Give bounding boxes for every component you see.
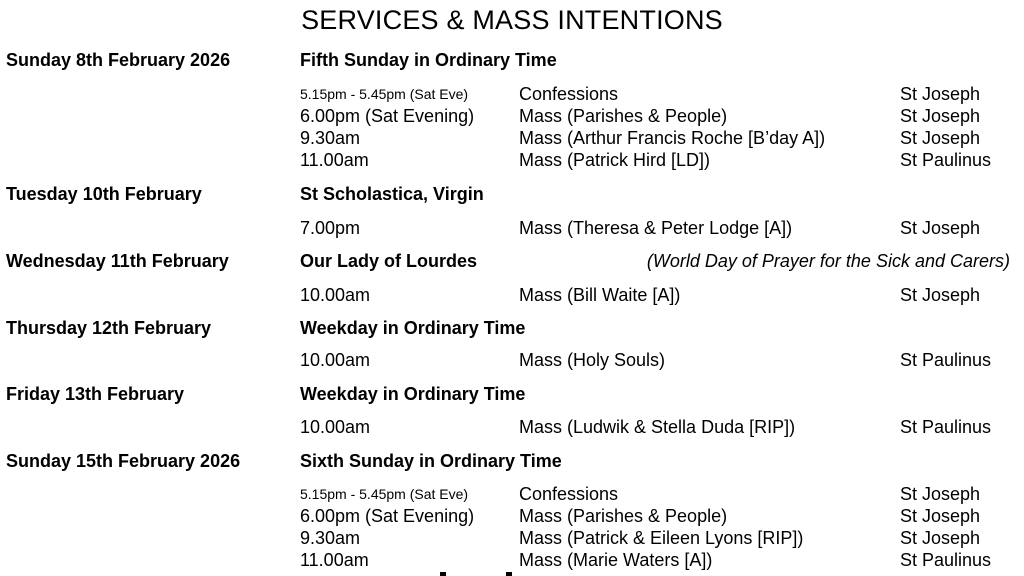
day-date: Sunday 8th February 2026 — [6, 50, 231, 70]
service-time: 5.15pm - 5.45pm (Sat Eve) — [300, 486, 469, 502]
service-description: Mass (Parishes & People) — [519, 106, 728, 126]
day-feast: St Scholastica, Virgin — [300, 184, 484, 204]
day-feast: Our Lady of Lourdes — [300, 251, 478, 271]
day-feast: Fifth Sunday in Ordinary Time — [300, 50, 557, 70]
service-row — [0, 217, 1024, 239]
service-description: Mass (Patrick Hird [LD]) — [519, 150, 711, 170]
service-description: Mass (Theresa & Peter Lodge [A]) — [519, 218, 793, 238]
service-description: Mass (Marie Waters [A]) — [519, 550, 713, 570]
service-time: 10.00am — [300, 417, 371, 437]
service-time: 7.00pm — [300, 218, 361, 238]
day-feast: Weekday in Ordinary Time — [300, 318, 526, 338]
service-church: St Paulinus — [900, 417, 992, 437]
service-description: Mass (Bill Waite [A]) — [519, 285, 681, 305]
service-church: St Joseph — [900, 218, 981, 238]
service-row — [0, 483, 1024, 505]
day-header — [0, 449, 1024, 473]
service-description: Mass (Ludwik & Stella Duda [RIP]) — [519, 417, 796, 437]
day-header — [0, 182, 1024, 206]
service-row — [0, 505, 1024, 527]
service-row — [0, 105, 1024, 127]
cutoff-text-fragment — [506, 572, 512, 576]
service-time: 9.30am — [300, 128, 361, 148]
service-church: St Joseph — [900, 484, 981, 504]
day-date: Sunday 15th February 2026 — [6, 451, 241, 471]
day-date: Thursday 12th February — [6, 318, 212, 338]
service-row — [0, 527, 1024, 549]
day-date: Wednesday 11th February — [6, 251, 229, 271]
service-church: St Paulinus — [900, 150, 992, 170]
service-church: St Joseph — [900, 528, 981, 548]
service-church: St Joseph — [900, 84, 981, 104]
service-description: Confessions — [519, 484, 619, 504]
day-feast: Weekday in Ordinary Time — [300, 384, 526, 404]
service-row — [0, 83, 1024, 105]
service-church: St Paulinus — [900, 550, 992, 570]
day-header — [0, 249, 1024, 273]
service-time: 11.00am — [300, 550, 369, 570]
service-time: 6.00pm (Sat Evening) — [300, 106, 475, 126]
service-description: Confessions — [519, 84, 619, 104]
day-header — [0, 48, 1024, 72]
service-row — [0, 127, 1024, 149]
day-feast: Sixth Sunday in Ordinary Time — [300, 451, 562, 471]
service-time: 9.30am — [300, 528, 361, 548]
day-note: (World Day of Prayer for the Sick and Carers) — [646, 251, 1010, 271]
page-title: SERVICES & MASS INTENTIONS — [301, 5, 723, 35]
service-row — [0, 284, 1024, 306]
service-description: Mass (Parishes & People) — [519, 506, 728, 526]
service-time: 11.00am — [300, 150, 369, 170]
day-header — [0, 316, 1024, 340]
service-church: St Joseph — [900, 106, 981, 126]
service-time: 10.00am — [300, 285, 371, 305]
service-time: 6.00pm (Sat Evening) — [300, 506, 475, 526]
service-description: Mass (Arthur Francis Roche [B’day A]) — [519, 128, 826, 148]
service-church: St Paulinus — [900, 350, 992, 370]
service-description: Mass (Patrick & Eileen Lyons [RIP]) — [519, 528, 804, 548]
service-church: St Joseph — [900, 128, 981, 148]
service-time: 5.15pm - 5.45pm (Sat Eve) — [300, 86, 469, 102]
day-header — [0, 382, 1024, 406]
service-row — [0, 149, 1024, 171]
service-row — [0, 549, 1024, 571]
service-church: St Joseph — [900, 285, 981, 305]
service-row — [0, 416, 1024, 438]
day-date: Tuesday 10th February — [6, 184, 202, 204]
service-church: St Joseph — [900, 506, 981, 526]
cutoff-text-fragment — [440, 572, 446, 576]
service-time: 10.00am — [300, 350, 371, 370]
service-row — [0, 349, 1024, 371]
day-date: Friday 13th February — [6, 384, 185, 404]
service-description: Mass (Holy Souls) — [519, 350, 666, 370]
